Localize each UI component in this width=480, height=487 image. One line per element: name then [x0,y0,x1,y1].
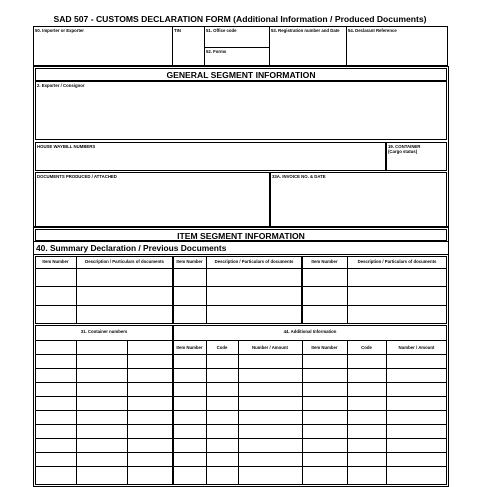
office-code-field[interactable] [204,26,270,48]
summary-row-line [35,305,447,306]
additional-col-code: Code [361,345,372,350]
lower-row-line [35,438,447,439]
exporter-field[interactable] [35,81,447,140]
summary-row-line [35,286,447,287]
tin-field[interactable] [172,26,205,66]
registration-field[interactable] [269,26,347,66]
summary-col-description: Description / Particulars of documents [214,259,294,264]
additional-col-item-number: Item Number [176,345,203,350]
lower-row-line [35,368,447,369]
importer-label: 50. Importer or Exporter [35,28,84,33]
summary-group-1 [35,256,173,324]
forms-field[interactable] [204,47,270,66]
additional-col-item-number: Item Number [311,345,338,350]
summary-divider [76,256,77,324]
summary-col-item-number: Item Number [176,259,203,264]
additional-info-label: 44. Additional Information [283,329,337,334]
waybill-label: HOUSE WAYBILL NUMBERS [37,144,96,149]
additional-info-header-line [173,340,447,341]
lower-row-line [35,382,447,383]
container-numbers-table [35,325,173,485]
additional-info-divider [206,340,207,485]
waybill-field[interactable] [35,142,386,171]
item-segment-title: ITEM SEGMENT INFORMATION [35,229,447,241]
importer-field[interactable] [33,26,173,66]
invoice-field[interactable] [270,172,447,227]
registration-label: 53. Registration number and Date [271,28,340,33]
summary-divider [206,256,207,324]
container-label: 19. CONTAINER [388,144,421,149]
general-segment-title: GENERAL SEGMENT INFORMATION [35,68,447,81]
summary-divider [347,256,348,324]
documents-field[interactable] [35,172,270,227]
additional-info-divider [386,340,387,485]
additional-info-divider [347,340,348,485]
lower-row-line [35,410,447,411]
declarant-reference-label: 54. Declarant Reference [348,28,397,33]
documents-label: DOCUMENTS PRODUCED / ATTACHED [37,174,117,179]
invoice-label: 33A. INVOICE NO. & DATE [272,174,326,179]
summary-col-item-number: Item Number [311,259,338,264]
container-numbers-divider [76,340,77,485]
summary-col-description: Description / Particulars of documents [357,259,437,264]
additional-col-number-amount: Number / Amount [252,345,288,350]
summary-declaration-title: 40. Summary Declaration / Previous Documents [33,241,449,255]
exporter-label: 2. Exporter / Consignor [37,83,85,88]
declarant-reference-field[interactable] [346,26,448,66]
container-numbers-header-line [35,340,173,341]
summary-col-item-number: Item Number [42,259,69,264]
form-title: SAD 507 - CUSTOMS DECLARATION FORM (Additional Information / Produced Documents) [53,14,427,24]
additional-col-code: Code [216,345,228,350]
container-numbers-label: 31. Container numbers [80,329,128,334]
lower-row-line [35,466,447,467]
container-sublabel: (Cargo status) [388,149,418,154]
additional-col-number-amount: Number / Amount [398,345,435,350]
summary-group-3 [302,256,447,324]
tin-label: TIN [174,28,181,33]
lower-row-line [35,354,447,355]
summary-col-description: Description / Particulars of documents [85,259,164,264]
additional-info-divider [238,340,239,485]
lower-row-line [35,452,447,453]
lower-row-line [35,424,447,425]
container-field[interactable] [386,142,447,171]
office-code-label: 51. Office code [206,28,237,33]
lower-row-line [35,396,447,397]
additional-info-divider [302,340,303,485]
container-numbers-divider [127,340,128,485]
summary-row-line [35,268,447,269]
summary-group-2 [173,256,302,324]
forms-label: 52. Forms [206,49,227,54]
